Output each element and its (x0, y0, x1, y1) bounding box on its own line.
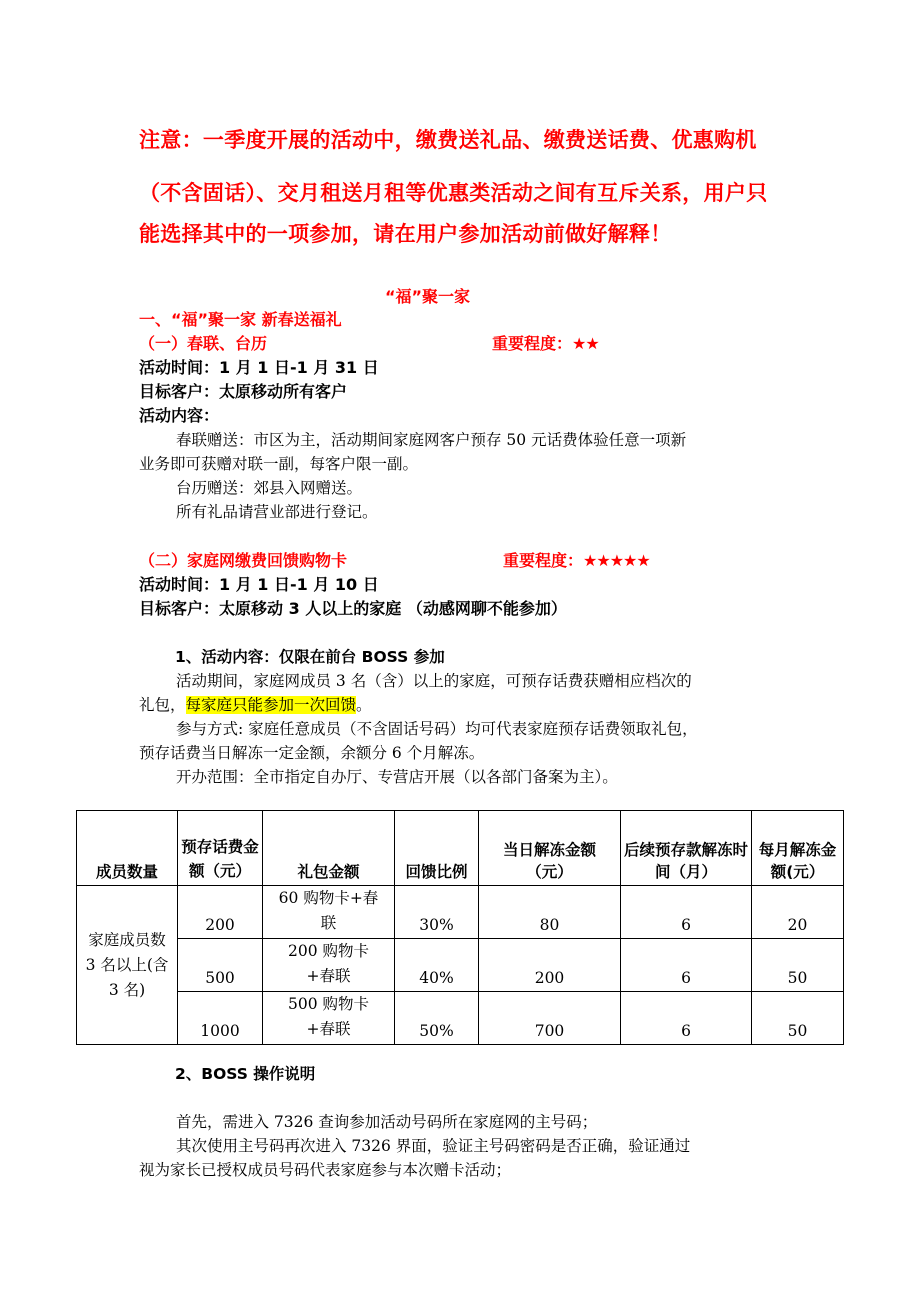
header-deposit: 预存话费金额（元） (178, 811, 263, 886)
cell-unfreeze-today: 80 (479, 886, 621, 939)
cell-monthly: 20 (752, 886, 844, 939)
item1-line-2 (139, 693, 372, 715)
cell-deposit: 500 (178, 939, 263, 992)
cell-gift: 60 购物卡+春联 (263, 886, 395, 939)
cell-months: 6 (621, 886, 752, 939)
header-unfreeze-months: 后续预存款解冻时间（月） (621, 811, 752, 886)
paragraph-registration: 所有礼品请营业部进行登记。 (176, 503, 378, 521)
subsection-1-time: 活动时间：1 月 1 日-1 月 31 日 (139, 358, 379, 377)
notice-line-1: 注意：一季度开展的活动中，缴费送礼品、缴费送话费、优惠购机 (139, 128, 757, 152)
subsection-1-title: （一）春联、台历 (139, 334, 268, 353)
subsection-1-importance (492, 331, 599, 354)
highlighted-rule: 每家庭只能参加一次回馈 (185, 696, 357, 714)
cell-months: 6 (621, 992, 752, 1045)
cell-monthly: 50 (752, 939, 844, 992)
cell-ratio: 30% (395, 886, 479, 939)
star-icon: ★★ (572, 334, 599, 353)
cell-unfreeze-today: 700 (479, 992, 621, 1045)
item2-line-3: 视为家长已授权成员号码代表家庭参与本次赠卡活动； (139, 1161, 512, 1179)
item2-line-1: 首先，需进入 7326 查询参加活动号码所在家庭网的主号码； (176, 1113, 598, 1131)
item2-line-2: 其次使用主号码再次进入 7326 界面，验证主号码密码是否正确，验证通过 (176, 1137, 691, 1155)
table-header-row (77, 811, 844, 886)
item1-line-2-prefix: 礼包， (139, 696, 186, 714)
subsection-2-target: 目标客户：太原移动 3 人以上的家庭 （动感网聊不能参加） (139, 599, 567, 618)
item2-heading: 2、BOSS 操作说明 (175, 1065, 316, 1083)
item1-line-3: 参与方式: 家庭任意成员（不含固话号码）均可代表家庭预存话费领取礼包， (176, 720, 698, 738)
cell-deposit: 1000 (178, 992, 263, 1045)
cell-unfreeze-today: 200 (479, 939, 621, 992)
cell-months: 6 (621, 939, 752, 992)
item1-line-1: 活动期间，家庭网成员 3 名（含）以上的家庭，可预存话费获赠相应档次的 (176, 672, 692, 690)
document-title: “福”聚一家 (385, 287, 471, 306)
item1-line-5: 开办范围：全市指定自办厅、专营店开展（以各部门备案为主）。 (176, 768, 618, 786)
table-row (77, 886, 844, 939)
subsection-1-target: 目标客户：太原移动所有客户 (139, 382, 348, 401)
item1-heading: 1、活动内容：仅限在前台 BOSS 参加 (175, 648, 445, 666)
group-label: 家庭成员数 3 名以上(含 3 名) (77, 886, 178, 1045)
header-unfreeze-today: 当日解冻金额（元） (479, 811, 621, 886)
subsection-1-content-label: 活动内容： (139, 406, 220, 425)
cell-ratio: 50% (395, 992, 479, 1045)
notice-line-3: 能选择其中的一项参加，请在用户参加活动前做好解释！ (139, 222, 672, 246)
item1-line-4: 预存话费当日解冻一定金额，余额分 6 个月解冻。 (139, 744, 485, 762)
subsection-2-time: 活动时间：1 月 1 日-1 月 10 日 (139, 575, 379, 594)
paragraph-couplet-1: 春联赠送：市区为主，活动期间家庭网客户预存 50 元话费体验任意一项新 (176, 431, 687, 449)
paragraph-couplet-2: 业务即可获赠对联一副，每客户限一副。 (139, 455, 419, 473)
cell-gift: 200 购物卡+春联 (263, 939, 395, 992)
importance-label: 重要程度： (503, 551, 584, 570)
cell-gift: 500 购物卡+春联 (263, 992, 395, 1045)
notice-line-2: （不含固话）、交月租送月租等优惠类活动之间有互斥关系，用户只 (139, 181, 768, 205)
table-row (77, 992, 844, 1045)
header-gift: 礼包金额 (263, 811, 395, 886)
star-icon: ★★★★★ (583, 551, 650, 570)
header-member-count: 成员数量 (77, 811, 178, 886)
cell-ratio: 40% (395, 939, 479, 992)
item1-line-2-suffix: 。 (356, 696, 372, 714)
cell-monthly: 50 (752, 992, 844, 1045)
gift-tier-table (76, 810, 844, 1045)
paragraph-calendar: 台历赠送：郊县入网赠送。 (176, 479, 363, 497)
header-ratio: 回馈比例 (395, 811, 479, 886)
table-row (77, 939, 844, 992)
subsection-2-title: （二）家庭网缴费回馈购物卡 (139, 551, 348, 570)
importance-label: 重要程度： (492, 334, 573, 353)
cell-deposit: 200 (178, 886, 263, 939)
section-heading: 一、“福”聚一家 新春送福礼 (139, 310, 342, 329)
subsection-2-importance (503, 548, 650, 571)
header-monthly-unfreeze: 每月解冻金额(元） (752, 811, 844, 886)
